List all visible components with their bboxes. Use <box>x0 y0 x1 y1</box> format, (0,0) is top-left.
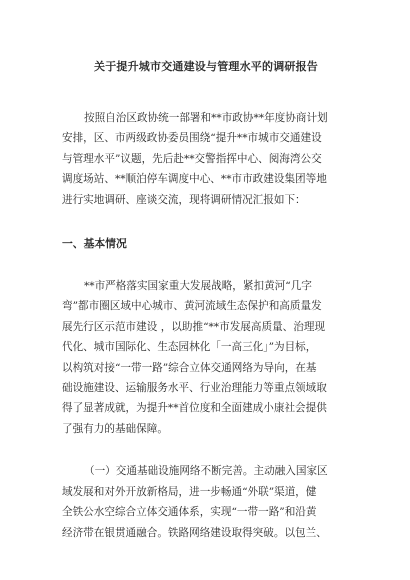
section1-line: 得了显著成就，为提升**首位度和全面建成小康社会提供 <box>62 402 327 415</box>
intro-line: 与管理水平”议题，先后赴**交警指挥中心、阅海湾公交 <box>62 152 322 165</box>
section-heading-basic-situation: 一、基本情况 <box>62 237 127 251</box>
intro-line: 调度场站、**顺泊停车调度中心、**市市政建设集团等地 <box>62 173 327 186</box>
section1-line: 了强有力的基础保障。 <box>62 422 168 435</box>
section1-line: **市严格落实国家重大发展战略，紧扣黄河“几字 <box>84 280 312 293</box>
paragraph-gap <box>62 439 350 461</box>
intro-line: 安排，区、市两级政协委员围绕“提升**市城市交通建设 <box>62 132 322 145</box>
section1-line: 展先行区示范市建设 ，以助推“**市发展高质量、治理现 <box>62 320 326 333</box>
subsection1-line: 经济带在银贯通融合。铁路网络建设取得突破。以包兰、 <box>62 526 327 539</box>
section1-line: 以构筑对接“一带一路”综合立体交通网络为导向，在基 <box>62 361 317 374</box>
section1-line: 代化、城市国际化、生态园林化「一高三化」”为目标， <box>62 341 317 354</box>
intro-line: 进行实地调研、座谈交流，现将调研情况汇报如下： <box>62 193 306 206</box>
section1-line: 弯”都市圈区域中心城市、黄河流域生态保护和高质量发 <box>62 300 322 313</box>
section1-paragraph <box>62 276 350 439</box>
intro-paragraph <box>62 108 350 210</box>
intro-line: 按照自治区政协统一部署和**市政协**年度协商计划 <box>84 112 328 124</box>
subsection1-line: （一）交通基础设施网络不断完善。主动融入国家区 <box>84 465 328 478</box>
subsection1-line: 全铁公水空综合立体交通体系，实现“一带一路”和沿黄 <box>62 506 317 519</box>
subsection1-line: 域发展和对外开放新格局，进一步畅通“外联”渠道，健 <box>62 485 317 498</box>
subsection1-paragraph <box>62 461 350 543</box>
section1-line: 础设施建设、运输服务水平、行业治理能力等重点领域取 <box>62 382 327 395</box>
document-title: 关于提升城市交通建设与管理水平的调研报告 <box>94 60 318 73</box>
